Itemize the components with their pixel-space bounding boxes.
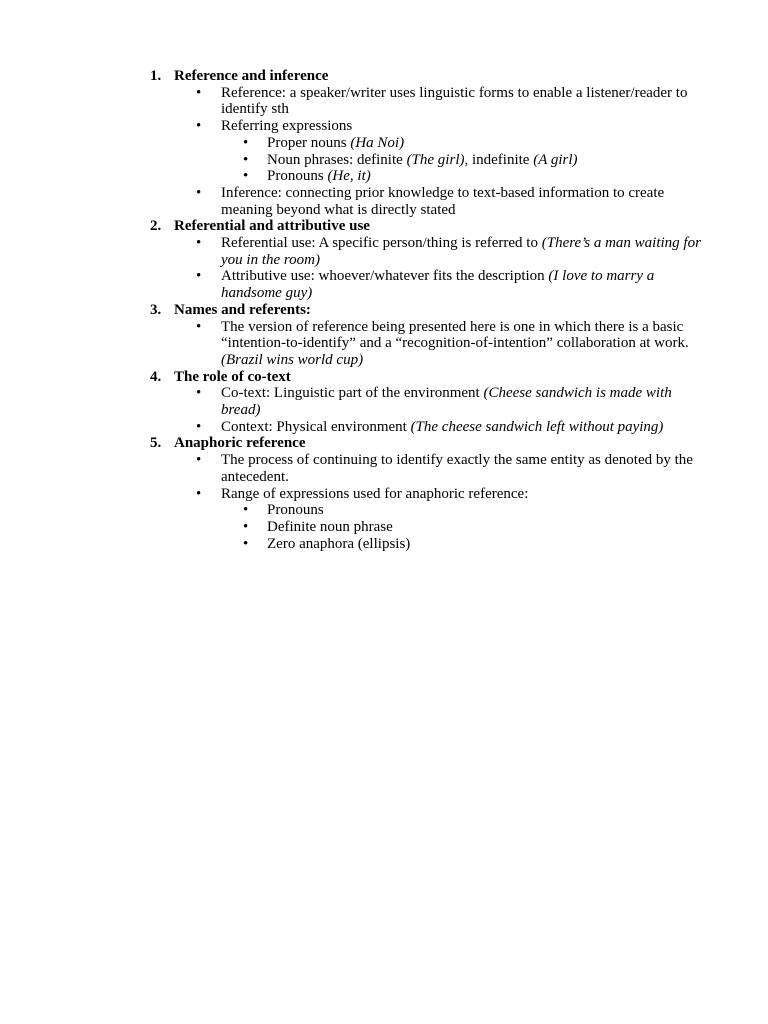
section-3 <box>0 302 768 369</box>
example-text: (He, it) <box>327 168 371 185</box>
section-title: Anaphoric reference <box>174 435 306 452</box>
section-number: 1. <box>150 68 162 84</box>
bullet-icon: • <box>243 168 249 185</box>
bullet-icon: • <box>196 452 202 469</box>
bullet-icon: • <box>196 418 202 435</box>
list-item <box>174 319 710 369</box>
item-text: Pronouns <box>267 502 324 519</box>
list-item <box>174 385 710 418</box>
list-item <box>174 452 710 485</box>
list-item <box>174 419 710 436</box>
example-text: (The cheese sandwich left without paying) <box>410 418 664 435</box>
item-text: The process of continuing to identify exactly the same entity as denoted by the antecedent. <box>221 452 693 485</box>
item-text: Co-text: Linguistic part of the environment <box>221 385 484 402</box>
item-text: , indefinite <box>464 151 534 168</box>
section-4 <box>0 369 768 436</box>
bullet-list <box>174 319 710 369</box>
bullet-icon: • <box>243 502 249 519</box>
item-text: Context: Physical environment <box>221 418 411 435</box>
section-title: Names and referents: <box>174 301 311 318</box>
sub-bullet-list <box>221 135 710 185</box>
sub-list-item <box>221 519 710 536</box>
list-item <box>174 235 710 268</box>
item-text: Attributive use: whoever/whatever fits the description <box>221 268 549 285</box>
item-text: Range of expressions used for anaphoric reference: <box>221 485 529 502</box>
section-5 <box>0 435 768 552</box>
bullet-icon: • <box>196 385 202 402</box>
example-text: (A girl) <box>533 151 578 168</box>
section-2 <box>0 218 768 302</box>
example-text: (The girl) <box>406 151 465 168</box>
section-number: 3. <box>150 301 162 318</box>
bullet-icon: • <box>196 235 202 252</box>
list-item <box>174 185 710 218</box>
item-text: Referential use: A specific person/thing is referred to <box>221 235 542 252</box>
example-text: (There’s a man waiting for you in the room) <box>221 235 701 268</box>
item-text: Reference: a speaker/writer uses linguistic forms to enable a listener/reader to identify sth <box>221 84 688 118</box>
bullet-list <box>174 85 710 219</box>
sub-list-item <box>221 168 710 185</box>
item-text: Noun phrases: definite <box>267 151 407 168</box>
sub-list-item <box>221 152 710 169</box>
bullet-list <box>174 452 710 552</box>
bullet-list <box>174 385 710 435</box>
bullet-icon: • <box>243 134 249 151</box>
bullet-icon: • <box>196 268 202 285</box>
item-text: Zero anaphora (ellipsis) <box>267 535 411 552</box>
document-page <box>0 68 768 552</box>
bullet-icon: • <box>196 84 202 101</box>
section-title: Referential and attributive use <box>174 218 370 235</box>
item-text: Proper nouns <box>267 134 351 151</box>
section-1 <box>0 68 768 218</box>
item-text: Definite noun phrase <box>267 518 393 535</box>
section-number: 2. <box>150 218 162 235</box>
sub-list-item <box>221 502 710 519</box>
list-item <box>174 268 710 301</box>
sub-list-item <box>221 135 710 152</box>
section-title: The role of co-text <box>174 368 291 385</box>
bullet-icon: • <box>196 184 202 201</box>
bullet-list <box>174 235 710 302</box>
sub-bullet-list <box>221 502 710 552</box>
bullet-icon: • <box>243 518 249 535</box>
example-text: (Brazil wins world cup) <box>221 351 364 368</box>
item-text: Referring expressions <box>221 118 353 135</box>
section-number: 4. <box>150 368 162 385</box>
bullet-icon: • <box>196 318 202 335</box>
list-item <box>174 118 710 185</box>
list-item <box>174 85 710 118</box>
list-item <box>174 486 710 553</box>
example-text: (Cheese sandwich is made with bread) <box>221 385 672 419</box>
item-text: The version of reference being presented here is one in which there is a basic “intention-to-identify” and a “recognition-of-intention” collaboration at work. <box>221 318 689 352</box>
bullet-icon: • <box>243 535 249 552</box>
bullet-icon: • <box>196 485 202 502</box>
bullet-icon: • <box>196 118 202 135</box>
section-title: Reference and inference <box>174 68 329 84</box>
item-text: Inference: connecting prior knowledge to text-based information to create meaning beyond what is directly stated <box>221 184 665 218</box>
example-text: (I love to marry a handsome guy) <box>221 268 655 302</box>
example-text: (Ha Noi) <box>350 134 405 151</box>
sub-list-item <box>221 536 710 553</box>
section-number: 5. <box>150 435 162 452</box>
item-text: Pronouns <box>267 168 328 185</box>
outline-list <box>0 68 768 552</box>
bullet-icon: • <box>243 151 249 168</box>
